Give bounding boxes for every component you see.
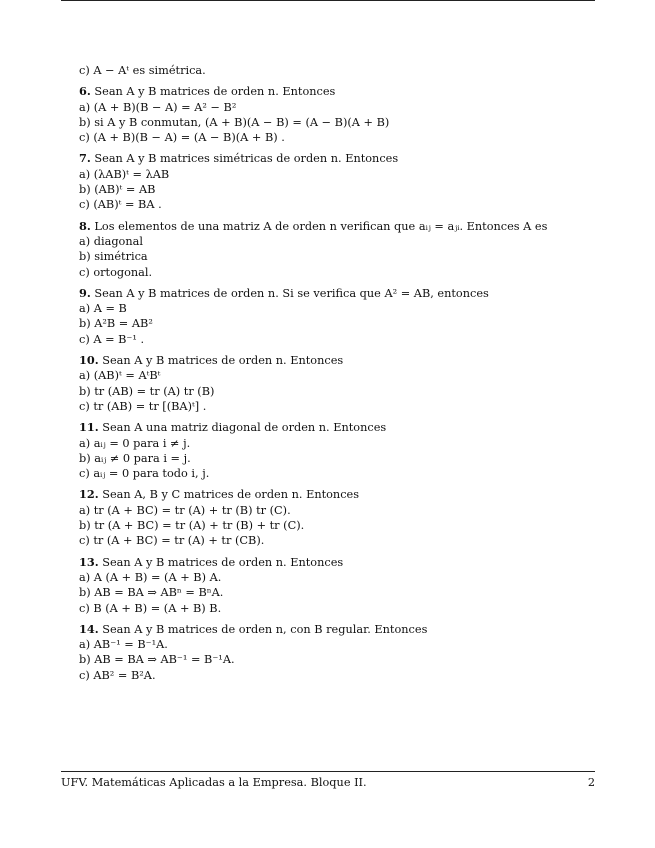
question-stem xyxy=(79,487,599,502)
question-number: 12. xyxy=(79,487,99,502)
question-text: Los elementos de una matriz A de orden n verifican que aᵢⱼ = aⱼᵢ. Entonces A es xyxy=(94,219,548,233)
question-block xyxy=(79,353,599,414)
question-block xyxy=(79,219,599,280)
question-text: Sean A y B matrices de orden n. Entonces xyxy=(102,354,344,368)
question-stem xyxy=(79,420,599,435)
answer-option: a) AB⁻¹ = B⁻¹A. xyxy=(79,638,168,652)
answer-option: c) A = B⁻¹ . xyxy=(79,332,145,346)
answer-option: a) (λAB)ᵗ = λAB xyxy=(79,167,170,181)
answer-option: c) tr (AB) = tr [(BA)ᵗ] . xyxy=(79,399,207,413)
answer-option: c) ortogonal. xyxy=(79,265,153,279)
question-block xyxy=(79,487,599,548)
question-stem xyxy=(79,151,599,166)
question-number: 10. xyxy=(79,353,99,368)
question-number: 8. xyxy=(79,218,91,233)
question-stem xyxy=(79,219,599,234)
question-text: Sean A y B matrices simétricas de orden n. Entonces xyxy=(94,152,399,166)
answer-option: b) (AB)ᵗ = AB xyxy=(79,183,156,197)
answer-option: a) tr (A + BC) = tr (A) + tr (B) tr (C). xyxy=(79,503,291,517)
question-block xyxy=(79,420,599,481)
answer-option: a) (AB)ᵗ = AᵗBᵗ xyxy=(79,369,161,383)
question-stem xyxy=(79,555,599,570)
answer-option: c) (AB)ᵗ = BA . xyxy=(79,198,162,212)
page-number: 2 xyxy=(587,776,595,789)
question-number: 11. xyxy=(79,420,99,435)
question-block xyxy=(79,286,599,347)
question-text: Sean A una matriz diagonal de orden n. Entonces xyxy=(102,421,387,435)
answer-option: c) A − Aᵗ es simétrica. xyxy=(79,64,206,77)
question-block xyxy=(79,151,599,212)
question-text: Sean A y B matrices de orden n. Entonces xyxy=(94,85,336,99)
answer-option: c) (A + B)(B − A) = (A − B)(A + B) . xyxy=(79,131,285,145)
answer-option: c) B (A + B) = (A + B) B. xyxy=(79,601,222,615)
answer-option: c) aᵢⱼ = 0 para todo i, j. xyxy=(79,467,210,481)
question-block xyxy=(79,555,599,616)
question-stem xyxy=(79,84,599,99)
question-block xyxy=(79,84,599,145)
question-stem xyxy=(79,286,599,301)
question-number: 6. xyxy=(79,84,91,99)
question-stem xyxy=(79,353,599,368)
question-block xyxy=(79,622,599,683)
answer-option: a) A = B xyxy=(79,302,127,316)
answer-option: b) AB = BA ⇒ AB⁻¹ = B⁻¹A. xyxy=(79,653,235,667)
question-number: 9. xyxy=(79,285,91,300)
question-block xyxy=(79,63,599,78)
question-stem xyxy=(79,622,599,637)
question-text: Sean A, B y C matrices de orden n. Entonces xyxy=(102,488,360,502)
question-number: 13. xyxy=(79,554,99,569)
answer-option: a) aᵢⱼ = 0 para i ≠ j. xyxy=(79,436,191,450)
answer-option: a) (A + B)(B − A) = A² − B² xyxy=(79,100,237,114)
answer-option: a) A (A + B) = (A + B) A. xyxy=(79,570,222,584)
question-text: Sean A y B matrices de orden n, con B regular. Entonces xyxy=(102,622,428,636)
footer-text: UFV. Matemáticas Aplicadas a la Empresa. Bloque II. xyxy=(61,776,367,789)
question-text: Sean A y B matrices de orden n. Si se verifica que A² = AB, entonces xyxy=(94,286,489,300)
footer-rule xyxy=(61,771,595,772)
question-list xyxy=(79,63,599,683)
answer-option: b) si A y B conmutan, (A + B)(A − B) = (A − B)(A + B) xyxy=(79,115,390,129)
answer-option: b) tr (AB) = tr (A) tr (B) xyxy=(79,384,215,398)
answer-option: c) tr (A + BC) = tr (A) + tr (CB). xyxy=(79,534,265,548)
answer-option: a) diagonal xyxy=(79,234,143,248)
answer-option: c) AB² = B²A. xyxy=(79,668,156,682)
answer-option: b) AB = BA ⇒ ABⁿ = BⁿA. xyxy=(79,586,224,600)
answer-option: b) aᵢⱼ ≠ 0 para i = j. xyxy=(79,451,191,465)
question-text: Sean A y B matrices de orden n. Entonces xyxy=(102,555,344,569)
answer-option: b) A²B = AB² xyxy=(79,317,153,331)
question-number: 7. xyxy=(79,151,91,166)
top-rule xyxy=(61,0,595,1)
answer-option: b) simétrica xyxy=(79,250,148,264)
answer-option: b) tr (A + BC) = tr (A) + tr (B) + tr (C). xyxy=(79,519,305,533)
question-number: 14. xyxy=(79,621,99,636)
